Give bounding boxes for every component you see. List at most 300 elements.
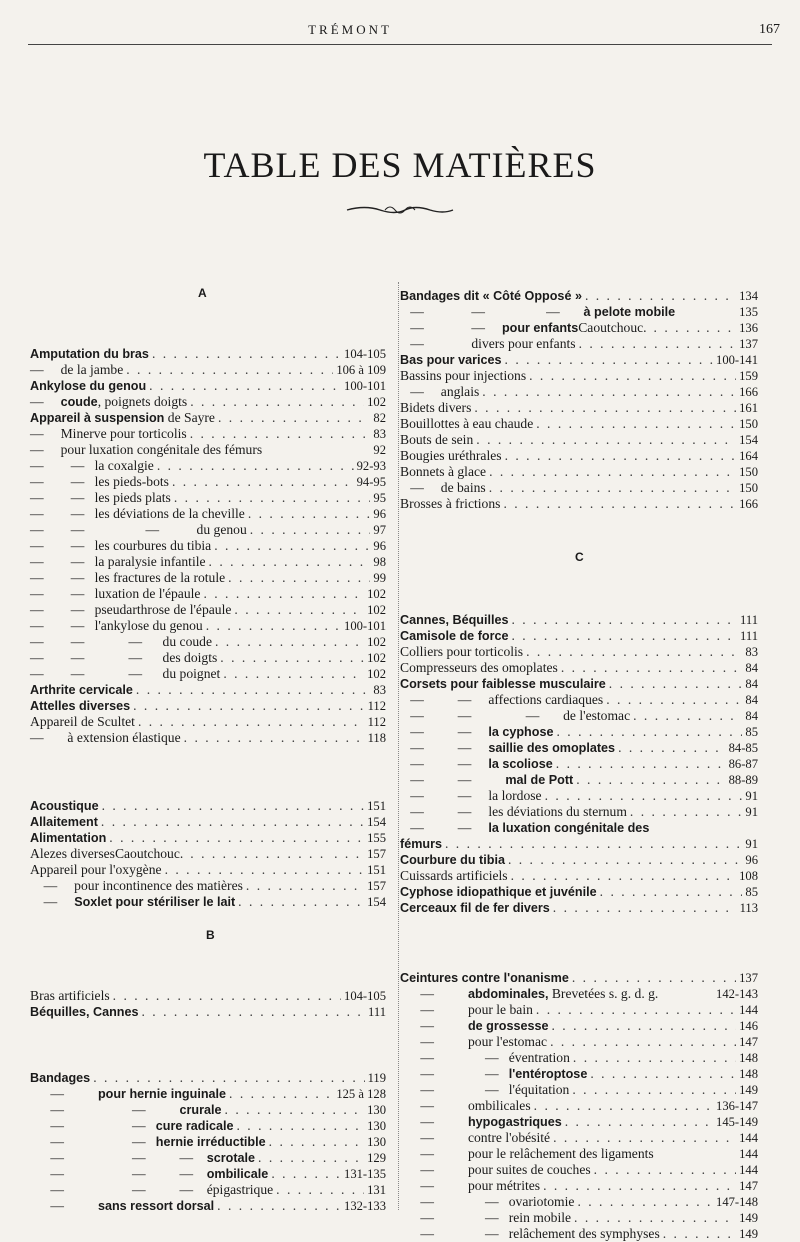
- leader-dots: [149, 378, 341, 394]
- leader-dots: [565, 1114, 713, 1130]
- entry-label: crurale: [179, 1103, 222, 1117]
- leader-dots: [101, 814, 364, 830]
- leader-dots: [217, 1198, 341, 1214]
- entry-label: Bas pour varices: [400, 353, 502, 367]
- index-entry: [400, 1226, 758, 1242]
- entry-label: Bandages: [30, 1071, 91, 1085]
- index-entry: [30, 714, 386, 730]
- entry-label: — — —: [400, 304, 584, 319]
- page-ref: 136-147: [716, 1099, 758, 1113]
- leader-dots: [505, 352, 714, 368]
- page-number: 167: [759, 22, 780, 37]
- entry-label: — pour le relâchement des ligaments: [400, 1146, 654, 1161]
- index-entry: [400, 836, 758, 852]
- page-ref: 149: [739, 1211, 758, 1225]
- page-ref: 154: [739, 433, 758, 447]
- leader-dots: [545, 788, 743, 804]
- entry-label: la luxation congénitale des: [488, 821, 650, 835]
- page-ref: 100-141: [716, 353, 758, 367]
- page-ref: 102: [367, 635, 386, 649]
- entry-label: — — affections cardiaques: [400, 692, 604, 707]
- leader-dots: [203, 586, 364, 602]
- entry-label: Brosses à frictions: [400, 496, 501, 511]
- index-entry: [400, 416, 758, 432]
- material-note: Caoutchouc.: [114, 846, 184, 861]
- entry-label: — — les pieds-bots: [30, 474, 169, 489]
- entry-label: — pour l'estomac: [400, 1034, 548, 1049]
- leader-dots: [511, 868, 737, 884]
- page-ref: 92-93: [356, 459, 386, 473]
- leader-dots: [133, 698, 364, 714]
- entry-label: — — l'équitation: [400, 1082, 570, 1097]
- leader-dots: [706, 320, 736, 336]
- entry-label: Bidets divers: [400, 400, 472, 415]
- page-ref: 85: [745, 885, 758, 899]
- entry-label: Cannes, Béquilles: [400, 613, 509, 627]
- entry-label: Bouts de sein: [400, 432, 474, 447]
- entry-label: hypogastriques: [467, 1115, 562, 1129]
- leader-dots: [476, 432, 736, 448]
- index-entry: [30, 538, 386, 554]
- entry-label: abdominales,: [467, 987, 549, 1001]
- page-ref: 147-148: [716, 1195, 758, 1209]
- leader-dots: [606, 692, 742, 708]
- leader-dots: [234, 602, 364, 618]
- entry-label: — — la paralysie infantile: [30, 554, 206, 569]
- entry-label: — divers pour enfants: [400, 336, 576, 351]
- entry-label: — pour luxation congénitale des fémurs: [30, 442, 263, 457]
- page-ref: 106 à 109: [336, 363, 386, 377]
- index-entry: [400, 852, 758, 868]
- leader-dots: [214, 538, 370, 554]
- index-entry: [30, 878, 386, 894]
- page-ref: 149: [739, 1227, 758, 1241]
- entry-label: Amputation du bras: [30, 347, 149, 361]
- index-entry: [30, 1182, 386, 1198]
- leader-dots: [561, 660, 743, 676]
- leader-dots: [271, 1166, 341, 1182]
- entry-label: — —: [400, 724, 489, 739]
- entry-label: — — la lordose: [400, 788, 542, 803]
- leader-dots: [573, 1050, 736, 1066]
- page-ref: 148: [739, 1067, 758, 1081]
- section-letter: B: [206, 928, 215, 942]
- leader-dots: [556, 756, 726, 772]
- page-ref: 151: [367, 863, 386, 877]
- entry-label: pour enfants: [501, 321, 579, 335]
- index-entry: [400, 1034, 758, 1050]
- page-ref: 144: [739, 1147, 758, 1161]
- entry-label: — —: [30, 1102, 180, 1117]
- entry-label: — — —: [30, 1166, 207, 1181]
- index-entry: [30, 490, 386, 506]
- leader-dots: [551, 1018, 736, 1034]
- index-entry: [30, 570, 386, 586]
- leader-dots: [543, 1178, 736, 1194]
- entry-label: — — — du coude: [30, 634, 212, 649]
- leader-dots: [206, 618, 341, 634]
- page-ref: 137: [739, 337, 758, 351]
- index-entry: [30, 830, 386, 846]
- index-entry: [30, 988, 386, 1004]
- page-ref: 83: [373, 683, 386, 697]
- leader-dots: [190, 426, 371, 442]
- leader-dots: [445, 836, 742, 852]
- page-ref: 102: [367, 395, 386, 409]
- page-ref: 147: [739, 1035, 758, 1049]
- entry-label: ombilicale: [206, 1167, 269, 1181]
- entry-label: — Minerve pour torticolis: [30, 426, 187, 441]
- leader-dots: [218, 410, 370, 426]
- page-ref: 147: [739, 1179, 758, 1193]
- leader-dots: [334, 846, 364, 862]
- index-entry: [400, 724, 758, 740]
- leader-dots: [553, 1130, 736, 1146]
- index-entry: [400, 304, 758, 320]
- leader-dots: [572, 1082, 736, 1098]
- page-ref: 157: [367, 879, 386, 893]
- leader-dots: [269, 1134, 364, 1150]
- entry-label: coude: [60, 395, 98, 409]
- index-entry: [400, 986, 758, 1002]
- index-entry: [400, 1178, 758, 1194]
- page-ref: 86-87: [728, 757, 758, 771]
- entry-label: Ankylose du genou: [30, 379, 147, 393]
- index-entry: [400, 1082, 758, 1098]
- entry-label: Appareil pour l'oxygène: [30, 862, 162, 877]
- leader-dots: [138, 714, 365, 730]
- index-entry: [30, 1118, 386, 1134]
- index-entry: [30, 362, 386, 378]
- page-ref: 150: [739, 481, 758, 495]
- page-ref: 132-133: [344, 1199, 386, 1213]
- entry-label: — pour le bain: [400, 1002, 533, 1017]
- index-entry: [400, 1114, 758, 1130]
- entry-label: — de bains: [400, 480, 486, 495]
- entry-label: scrotale: [206, 1151, 256, 1165]
- index-entry: [30, 378, 386, 394]
- leader-dots: [536, 1002, 736, 1018]
- page-ref: 97: [373, 523, 386, 537]
- entry-label: — — —: [30, 1150, 207, 1165]
- entry-label: — — l'ankylose du genou: [30, 618, 203, 633]
- leader-dots: [172, 474, 354, 490]
- page-ref: 125 à 128: [336, 1087, 386, 1101]
- index-entry: [400, 496, 758, 512]
- leader-dots: [190, 846, 328, 862]
- index-entry: [30, 1150, 386, 1166]
- entry-label: Bassins pour injections: [400, 368, 527, 383]
- index-entry: [400, 708, 758, 724]
- leader-dots: [93, 1070, 364, 1086]
- entry-label: — — relâchement des symphyses: [400, 1226, 660, 1241]
- page-ref: 84: [745, 693, 758, 707]
- material-note: Caoutchouc.: [578, 320, 647, 335]
- index-entry: [400, 1146, 758, 1162]
- entry-label: Camisole de force: [400, 629, 509, 643]
- page-ref: 112: [367, 699, 386, 713]
- leader-dots: [184, 730, 365, 746]
- entry-label: — —: [400, 772, 506, 787]
- page-ref: 102: [367, 603, 386, 617]
- page-ref: 85: [745, 725, 758, 739]
- page-ref: 111: [740, 613, 758, 627]
- index-entry: [400, 448, 758, 464]
- page-ref: 145-149: [716, 1115, 758, 1129]
- index-entry: [30, 586, 386, 602]
- page-ref: 102: [367, 651, 386, 665]
- entry-label: , poignets doigts: [97, 394, 188, 409]
- leader-dots: [250, 522, 371, 538]
- leader-dots: [594, 1162, 736, 1178]
- section-letter: A: [198, 286, 207, 300]
- index-entry: [400, 1050, 758, 1066]
- leader-dots: [246, 878, 364, 894]
- leader-dots: [577, 1194, 713, 1210]
- entry-label: Compresseurs des omoplates: [400, 660, 558, 675]
- entry-label: — de la jambe: [30, 362, 124, 377]
- index-entry: [30, 846, 386, 862]
- page-title: TABLE DES MATIÈRES: [203, 145, 597, 186]
- page-ref: 84: [745, 677, 758, 691]
- index-entry: [400, 368, 758, 384]
- entry-label: Arthrite cervicale: [30, 683, 133, 697]
- index-entry: [400, 320, 758, 336]
- page-ref: 144: [739, 1131, 758, 1145]
- index-entry: [30, 442, 386, 458]
- page-ref: 96: [373, 539, 386, 553]
- entry-label: de Sayre: [164, 410, 215, 425]
- index-entry: [400, 432, 758, 448]
- entry-label: — — les déviations de la cheville: [30, 506, 245, 521]
- page-ref: 157: [367, 847, 386, 861]
- index-entry: [30, 474, 386, 490]
- index-entry: [400, 1210, 758, 1226]
- page-ref: 130: [367, 1103, 386, 1117]
- index-entry: [400, 1162, 758, 1178]
- entry-label: — — — des doigts: [30, 650, 218, 665]
- leader-dots: [663, 1226, 736, 1242]
- entry-label: Courbure du tibia: [400, 853, 505, 867]
- leader-dots: [136, 682, 371, 698]
- entry-label: Appareil à suspension: [30, 411, 165, 425]
- entry-label: — — éventration: [400, 1050, 570, 1065]
- entry-label: —: [400, 1114, 468, 1129]
- entry-label: — —: [400, 820, 489, 835]
- index-entry: [400, 1066, 758, 1082]
- leader-dots: [190, 394, 364, 410]
- index-entry: [400, 970, 758, 986]
- leader-dots: [228, 570, 370, 586]
- index-entry: [30, 1102, 386, 1118]
- entry-label: Cerceaux fil de fer divers: [400, 901, 550, 915]
- index-entry: [400, 884, 758, 900]
- page-ref: 151: [367, 799, 386, 813]
- index-entry: [400, 692, 758, 708]
- leader-dots: [618, 740, 726, 756]
- entry-label: pour hernie inguinale: [97, 1087, 227, 1101]
- leader-dots: [503, 496, 736, 512]
- page-ref: 96: [745, 853, 758, 867]
- leader-dots: [609, 676, 743, 692]
- index-entry: [30, 634, 386, 650]
- entry-label: — —: [400, 756, 489, 771]
- entry-label: —: [30, 1086, 98, 1101]
- index-entry: [30, 522, 386, 538]
- index-entry: [30, 394, 386, 410]
- column-divider: [398, 282, 399, 1210]
- entry-label: cure radicale: [155, 1119, 234, 1133]
- index-entry: [400, 788, 758, 804]
- leader-dots: [556, 724, 742, 740]
- page-ref: 99: [373, 571, 386, 585]
- leader-dots: [236, 1118, 364, 1134]
- entry-label: — — — du poignet: [30, 666, 221, 681]
- leader-dots: [238, 894, 364, 910]
- entry-label: — — les fractures de la rotule: [30, 570, 226, 585]
- entry-label: — pour incontinence des matières: [30, 878, 243, 893]
- entry-label: Cuissards artificiels: [400, 868, 508, 883]
- page-ref: 95: [373, 491, 386, 505]
- entry-label: Ceintures contre l'onanisme: [400, 971, 569, 985]
- page-ref: 137: [739, 971, 758, 985]
- entry-label: —: [30, 1198, 98, 1213]
- index-entry: [30, 1198, 386, 1214]
- entry-label: — —: [30, 1118, 156, 1133]
- index-entry: [30, 730, 386, 746]
- entry-label: mal de Pott: [505, 773, 574, 787]
- leader-dots: [534, 1098, 713, 1114]
- leader-dots: [225, 1102, 365, 1118]
- entry-label: Bouillottes à eau chaude: [400, 416, 534, 431]
- index-entry: [400, 1098, 758, 1114]
- index-entry: [30, 1004, 386, 1020]
- page-ref: 144: [739, 1163, 758, 1177]
- index-entry: [400, 1002, 758, 1018]
- page-ref: 164: [739, 449, 758, 463]
- entry-label: Acoustique: [30, 799, 99, 813]
- leader-dots: [220, 650, 364, 666]
- entry-label: Appareil de Scultet: [30, 714, 135, 729]
- index-entry: [400, 1130, 758, 1146]
- leader-dots: [572, 970, 736, 986]
- index-entry: [400, 480, 758, 496]
- entry-label: la scoliose: [488, 757, 553, 771]
- index-entry: [30, 410, 386, 426]
- leader-dots: [174, 490, 371, 506]
- entry-label: Soxlet pour stériliser le lait: [74, 895, 236, 909]
- entry-label: sans ressort dorsal: [97, 1199, 215, 1213]
- entry-label: — — la coxalgie: [30, 458, 154, 473]
- index-entry: [400, 612, 758, 628]
- entry-label: hernie irréductible: [155, 1135, 266, 1149]
- index-entry: [400, 288, 758, 304]
- leader-dots: [141, 1004, 365, 1020]
- entry-label: la cyphose: [488, 725, 554, 739]
- entry-label: — — les pieds plats: [30, 490, 171, 505]
- leader-dots: [505, 448, 737, 464]
- page-ref: 84: [745, 709, 758, 723]
- page-ref: 131: [367, 1183, 386, 1197]
- index-entry: [400, 756, 758, 772]
- header-rule: [28, 44, 772, 45]
- leader-dots: [276, 1182, 364, 1198]
- index-entry: [400, 772, 758, 788]
- page-ref: 82: [373, 411, 386, 425]
- page-ref: 91: [745, 805, 758, 819]
- entry-label: Bonnets à glace: [400, 464, 487, 479]
- leader-dots: [590, 1066, 736, 1082]
- entry-label: saillie des omoplates: [488, 741, 616, 755]
- leader-dots: [109, 830, 364, 846]
- index-entry: [400, 352, 758, 368]
- entry-label: — contre l'obésité: [400, 1130, 551, 1145]
- leader-dots: [102, 798, 365, 814]
- index-entry: [400, 868, 758, 884]
- page-ref: 119: [367, 1071, 386, 1085]
- leader-dots: [512, 628, 738, 644]
- entry-label: — — — du genou: [30, 522, 247, 537]
- entry-label: — —: [400, 740, 489, 755]
- entry-label: — — les courbures du tibia: [30, 538, 212, 553]
- page-ref: 102: [367, 587, 386, 601]
- page-ref: 88-89: [728, 773, 758, 787]
- page-ref: 130: [367, 1135, 386, 1149]
- leader-dots: [474, 400, 736, 416]
- leader-dots: [600, 884, 743, 900]
- page-ref: 98: [373, 555, 386, 569]
- page-ref: 96: [373, 507, 386, 521]
- leader-dots: [165, 862, 365, 878]
- entry-label: — — les déviations du sternum: [400, 804, 627, 819]
- entry-label: — —: [30, 1134, 156, 1149]
- index-entry: [30, 1086, 386, 1102]
- leader-dots: [630, 804, 742, 820]
- leader-dots: [511, 612, 737, 628]
- leader-dots: [553, 900, 737, 916]
- leader-dots: [482, 384, 736, 400]
- index-entry: [400, 900, 758, 916]
- page-ref: 154: [367, 895, 386, 909]
- section-letter: C: [575, 550, 584, 564]
- page-ref: 142-143: [716, 987, 758, 1001]
- page-ref: 130: [367, 1119, 386, 1133]
- index-entry: [30, 814, 386, 830]
- leader-dots: [157, 458, 354, 474]
- page-ref: 161: [739, 401, 758, 415]
- page-ref: 102: [367, 667, 386, 681]
- entry-label: —: [30, 894, 75, 909]
- index-entry: [400, 1018, 758, 1034]
- index-entry: [30, 1070, 386, 1086]
- page-ref: 91: [745, 789, 758, 803]
- index-entry: [400, 400, 758, 416]
- leader-dots: [215, 634, 364, 650]
- index-entry: [400, 1194, 758, 1210]
- page-ref: 84-85: [728, 741, 758, 755]
- entry-label: — pour métrites: [400, 1178, 541, 1193]
- index-entry: [400, 676, 758, 692]
- index-entry: [30, 862, 386, 878]
- page-ref: 155: [367, 831, 386, 845]
- leader-dots: [536, 416, 736, 432]
- page-ref: 136: [739, 321, 758, 335]
- leader-dots: [585, 288, 736, 304]
- leader-dots: [550, 1034, 736, 1050]
- index-entry: [30, 602, 386, 618]
- index-entry: [400, 740, 758, 756]
- entry-label: — — rein mobile: [400, 1210, 572, 1225]
